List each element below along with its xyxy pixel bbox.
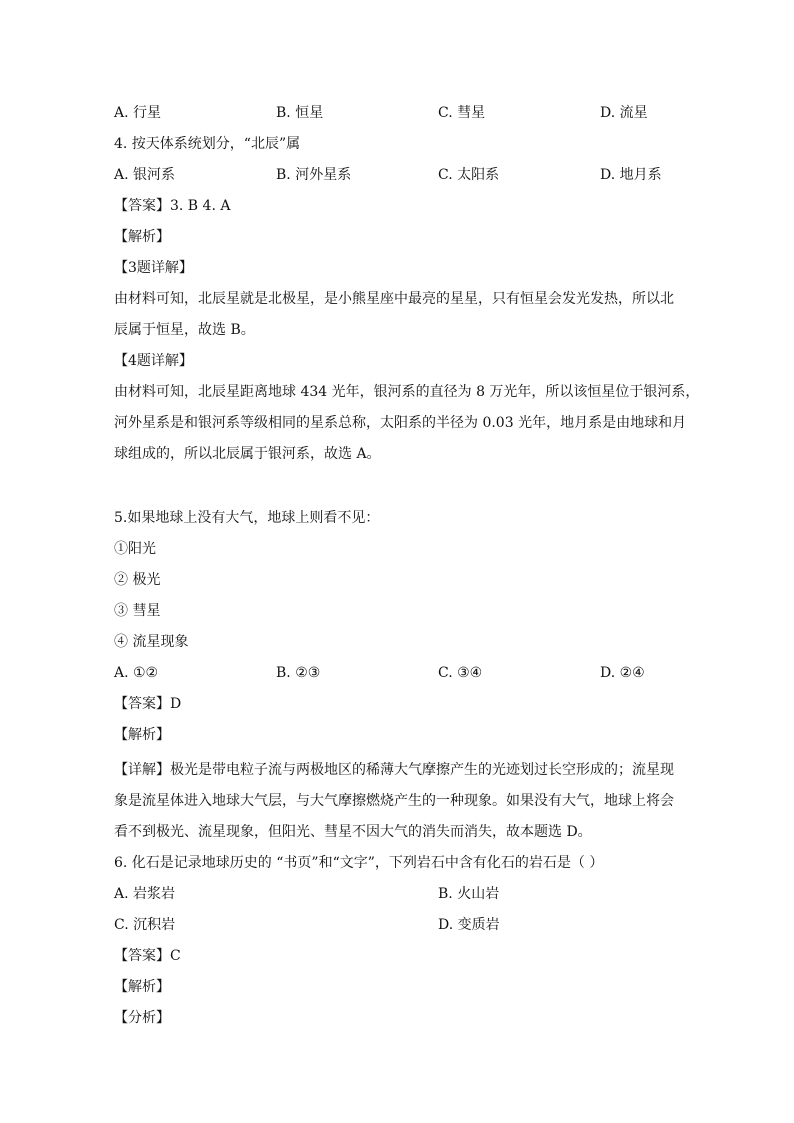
q5-item: ② 极光	[114, 572, 161, 588]
detail-3-text-line: 辰属于恒星，故选 B。	[114, 322, 255, 338]
q5-item: ④ 流星现象	[114, 634, 189, 650]
answer-3-4: 【答案】3. B 4. A	[114, 198, 231, 214]
q6-option-c: C. 沉积岩	[114, 917, 176, 933]
detail-5-text-line: 【详解】极光是带电粒子流与两极地区的稀薄大气摩擦产生的光迹划过长空形成的；流星现	[114, 762, 674, 778]
detail-4-text-line: 球组成的，所以北辰属于银河系，故选 A。	[114, 446, 381, 462]
analysis-label: 【解析】	[114, 979, 170, 995]
q6-option-d: D. 变质岩	[438, 917, 500, 933]
q4-option-d: D. 地月系	[600, 167, 662, 183]
q5-option-a: A. ①②	[114, 665, 159, 681]
answer-5: 【答案】D	[114, 696, 182, 712]
q6-stem: 6. 化石是记录地球历史的 “书页”和“文字”，下列岩石中含有化石的岩石是（ ）	[114, 855, 604, 871]
q6-option-a: A. 岩浆岩	[114, 886, 176, 902]
q6-option-b: B. 火山岩	[438, 886, 500, 902]
q5-item: ①阳光	[114, 541, 156, 557]
q3-option-c: C. 彗星	[438, 105, 486, 121]
detail-5-text-line: 看不到极光、流星现象，但阳光、彗星不因大气的消失而消失，故本题选 D。	[114, 824, 592, 840]
q4-option-b: B. 河外星系	[276, 167, 352, 183]
detail-3-text-line: 由材料可知，北辰星就是北极星，是小熊星座中最亮的星星，只有恒星会发光发热，所以北	[114, 291, 674, 307]
q3-option-a: A. 行星	[114, 105, 162, 121]
q3-option-d: D. 流星	[600, 105, 648, 121]
detail-4-text-line: 河外星系是和银河系等级相同的星系总称，太阳系的半径为 0.03 光年，地月系是由地球和月	[114, 415, 687, 431]
detail-4-text-line: 由材料可知，北辰星距离地球 434 光年，银河系的直径为 8 万光年，所以该恒星位于银河系，	[114, 384, 700, 400]
q4-option-a: A. 银河系	[114, 167, 176, 183]
detail-4-label: 【4题详解】	[114, 353, 193, 369]
q3-option-b: B. 恒星	[276, 105, 324, 121]
detail-5-text-line: 象是流星体进入地球大气层，与大气摩擦燃烧产生的一种现象。如果没有大气，地球上将会	[114, 793, 674, 809]
answer-6: 【答案】C	[114, 948, 181, 964]
q5-item: ③ 彗星	[114, 603, 161, 619]
q5-stem: 5.如果地球上没有大气，地球上则看不见：	[114, 510, 380, 526]
q5-option-d: D. ②④	[600, 665, 645, 681]
fenxi-label: 【分析】	[114, 1010, 170, 1026]
q5-option-c: C. ③④	[438, 665, 483, 681]
analysis-label: 【解析】	[114, 727, 170, 743]
detail-3-label: 【3题详解】	[114, 260, 193, 276]
q4-option-c: C. 太阳系	[438, 167, 500, 183]
q4-stem: 4. 按天体系统划分，“北辰”属	[114, 136, 301, 152]
analysis-label: 【解析】	[114, 229, 170, 245]
q5-option-b: B. ②③	[276, 665, 321, 681]
